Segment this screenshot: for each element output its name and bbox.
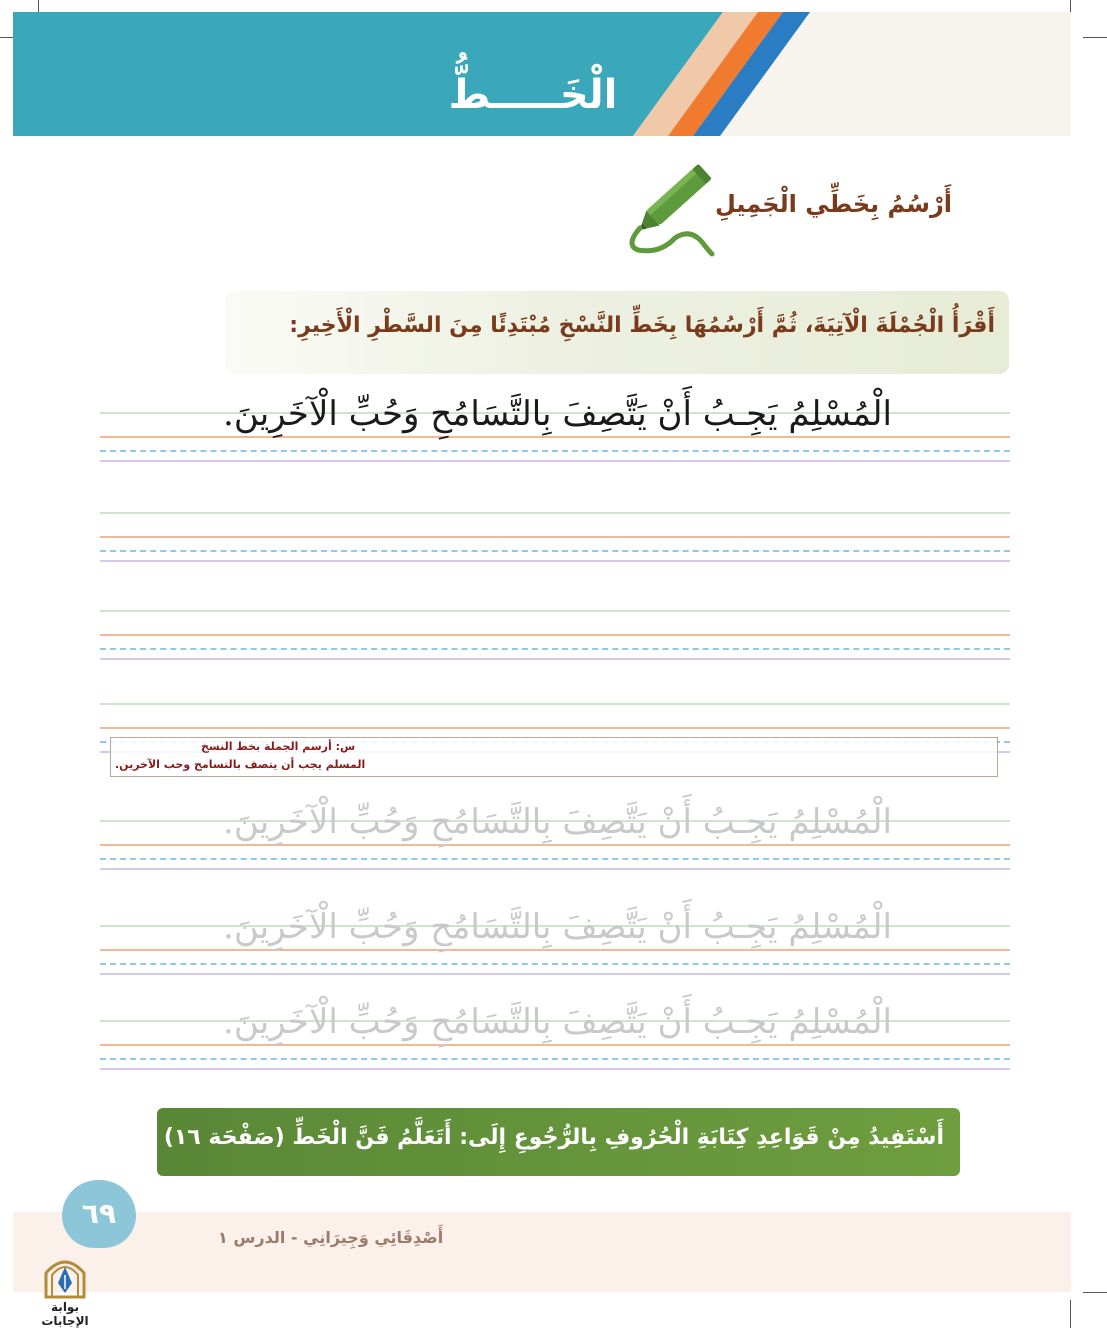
- answer-question: س: أرسم الجملة بخط النسخ: [201, 740, 356, 753]
- writing-line-trace[interactable]: [100, 802, 1010, 870]
- tip-bar: [157, 1108, 960, 1176]
- section-heading: أَرْسُمُ بِخَطِّي الْجَمِيلِ: [715, 190, 952, 218]
- crop-mark: [1070, 1300, 1071, 1328]
- pen-nib-arch-icon: [38, 1255, 92, 1303]
- writing-line-empty[interactable]: [100, 502, 1010, 562]
- answer-note: [110, 737, 998, 777]
- page-title: الْخَـــــطُّ: [448, 72, 618, 118]
- crop-mark: [1083, 37, 1107, 38]
- green-pencil-icon: [620, 150, 730, 264]
- answer-text: المسلم يجب أن يتصف بالتسامح وحب الآخرين.: [115, 758, 366, 771]
- lesson-label: أَصْدِقَائِي وَجِيرَانِي - الدرس ١: [218, 1228, 444, 1247]
- trace-sentence: الْمُسْلِمُ يَجِـبُ أَنْ يَتَّصِفَ بِالتَّسَامُحِ وَحُبِّ الْآخَرِينَ.: [223, 802, 892, 842]
- instruction-bar: [225, 291, 1009, 374]
- tip-text: أَسْتَفِيدُ مِنْ قَوَاعِدِ كِتَابَةِ الْحُرُوفِ بِالرُّجُوعِ إِلَى: أَتَعَلَّمُ فَنَّ الْخَطِّ (صَفْحَة ١٦): [163, 1125, 944, 1150]
- instruction-text: أَقْرَأُ الْجُمْلَةَ الْآتِيَةَ، ثُمَّ أَرْسُمُهَا بِخَطِّ النَّسْخِ مُبْتَدِئًا مِنَ السَّطْرِ الْأَخِيرِ:: [289, 313, 995, 338]
- page-number: ٦٩: [62, 1180, 136, 1248]
- header-banner: [13, 12, 1071, 136]
- footer-band: [13, 1212, 1071, 1292]
- model-sentence: الْمُسْلِمُ يَجِـبُ أَنْ يَتَّصِفَ بِالتَّسَامُحِ وَحُبِّ الْآخَرِينَ.: [223, 394, 892, 434]
- trace-sentence: الْمُسْلِمُ يَجِـبُ أَنْ يَتَّصِفَ بِالتَّسَامُحِ وَحُبِّ الْآخَرِينَ.: [223, 907, 892, 947]
- trace-sentence: الْمُسْلِمُ يَجِـبُ أَنْ يَتَّصِفَ بِالتَّسَامُحِ وَحُبِّ الْآخَرِينَ.: [223, 1002, 892, 1042]
- writing-line-empty[interactable]: [100, 600, 1010, 660]
- logo-text: بوابة الإجابات: [41, 1300, 89, 1328]
- crop-mark: [1083, 1292, 1107, 1293]
- writing-line-trace[interactable]: [100, 1002, 1010, 1070]
- writing-line-model: [100, 394, 1010, 462]
- writing-line-trace[interactable]: [100, 907, 1010, 975]
